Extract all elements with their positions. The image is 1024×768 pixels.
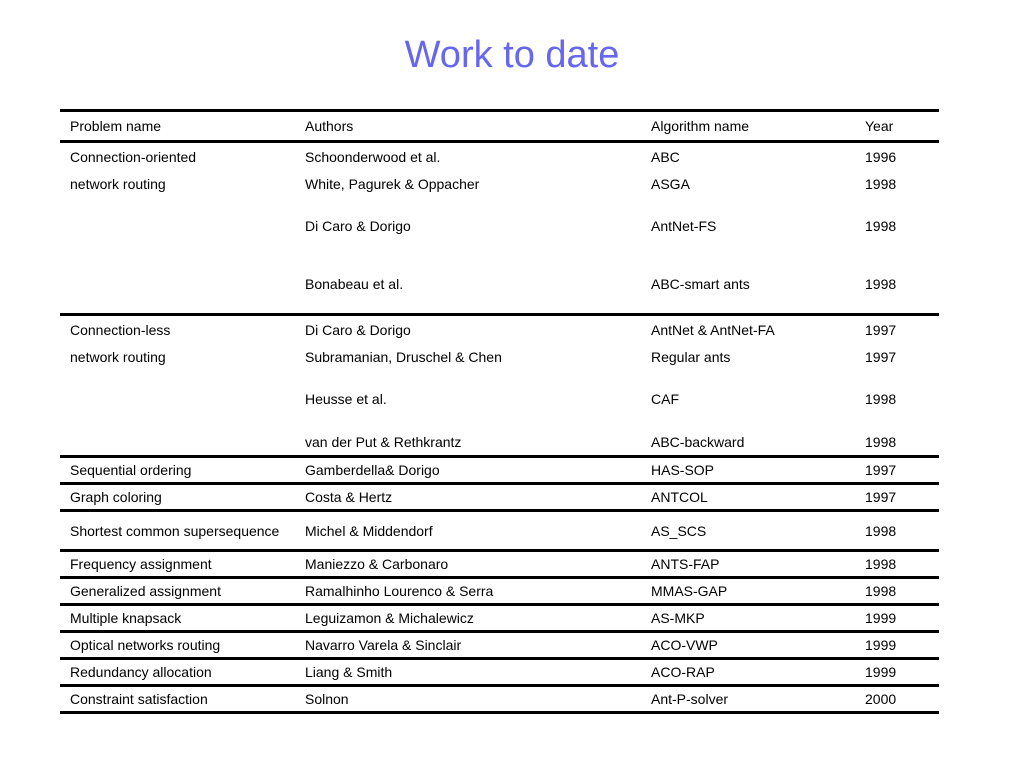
table-header-row xyxy=(60,112,939,140)
problem-name-cell: Connection-less xyxy=(70,321,171,338)
authors-cell: Leguizamon & Michalewicz xyxy=(305,610,474,626)
problem-name-cell: Frequency assignment xyxy=(70,556,212,572)
work-table xyxy=(60,109,939,714)
algorithm-cell: ACO-RAP xyxy=(651,664,715,680)
table-row xyxy=(60,603,939,630)
year-cell: 1998 xyxy=(865,433,897,450)
year-cell: 1998 xyxy=(865,391,897,407)
year-cell: 1997 xyxy=(865,348,897,365)
authors-cell: Maniezzo & Carbonaro xyxy=(305,556,449,572)
header-authors: Authors xyxy=(305,118,354,134)
algorithm-cell: AS-MKP xyxy=(651,610,705,626)
year-cell: 1999 xyxy=(865,664,897,680)
table-row xyxy=(60,370,939,428)
algorithm-cell: HAS-SOP xyxy=(651,462,715,478)
table-row xyxy=(60,455,939,482)
problem-name-cell: Shortest common supersequence xyxy=(70,522,280,539)
algorithm-cell: ASGA xyxy=(651,175,690,192)
problem-name-cell: Redundancy allocation xyxy=(70,664,212,680)
header-algorithm-name: Algorithm name xyxy=(651,118,750,134)
table-row xyxy=(60,482,939,509)
authors-cell: Bonabeau et al. xyxy=(305,276,404,292)
problem-name-cell: Generalized assignment xyxy=(70,583,221,599)
year-cell: 1996 xyxy=(865,148,897,165)
algorithm-cell: ABC xyxy=(651,148,680,165)
table-row xyxy=(60,549,939,576)
year-cell: 1997 xyxy=(865,321,897,338)
authors-cell: Subramanian, Druschel & Chen xyxy=(305,348,502,365)
authors-cell: Di Caro & Dorigo xyxy=(305,321,411,338)
authors-cell: Navarro Varela & Sinclair xyxy=(305,637,462,653)
algorithm-cell: Ant-P-solver xyxy=(651,691,729,707)
year-cell: 1998 xyxy=(865,556,897,572)
year-cell: 2000 xyxy=(865,691,897,707)
table-row xyxy=(60,197,939,255)
table-row xyxy=(60,576,939,603)
table-row xyxy=(60,313,939,343)
table-row xyxy=(60,684,939,711)
table-row xyxy=(60,140,939,170)
year-cell: 1998 xyxy=(865,175,897,192)
year-cell: 1998 xyxy=(865,583,897,599)
algorithm-cell: ACO-VWP xyxy=(651,637,718,653)
algorithm-cell: AntNet-FS xyxy=(651,218,717,234)
authors-cell: Gamberdella& Dorigo xyxy=(305,462,440,478)
table-row xyxy=(60,255,939,313)
algorithm-cell: CAF xyxy=(651,391,679,407)
algorithm-cell: MMAS-GAP xyxy=(651,583,728,599)
algorithm-cell: ABC-smart ants xyxy=(651,276,750,292)
table-row xyxy=(60,343,939,370)
authors-cell: van der Put & Rethkrantz xyxy=(305,433,462,450)
problem-name-cell: network routing xyxy=(70,175,166,192)
year-cell: 1998 xyxy=(865,276,897,292)
problem-name-cell: Graph coloring xyxy=(70,489,162,505)
year-cell: 1997 xyxy=(865,489,897,505)
authors-cell: White, Pagurek & Oppacher xyxy=(305,175,480,192)
year-cell: 1997 xyxy=(865,462,897,478)
algorithm-cell: ANTCOL xyxy=(651,489,708,505)
algorithm-cell: ANTS-FAP xyxy=(651,556,720,572)
table-row xyxy=(60,509,939,549)
algorithm-cell: AntNet & AntNet-FA xyxy=(651,321,775,338)
algorithm-cell: Regular ants xyxy=(651,348,731,365)
authors-cell: Heusse et al. xyxy=(305,391,387,407)
authors-cell: Solnon xyxy=(305,691,349,707)
algorithm-cell: ABC-backward xyxy=(651,433,745,450)
table-row xyxy=(60,657,939,684)
authors-cell: Liang & Smith xyxy=(305,664,393,680)
header-problem-name: Problem name xyxy=(70,118,162,134)
slide-title: Work to date xyxy=(404,34,620,76)
year-cell: 1998 xyxy=(865,218,897,234)
table-row xyxy=(60,170,939,197)
authors-cell: Costa & Hertz xyxy=(305,489,393,505)
authors-cell: Michel & Middendorf xyxy=(305,522,433,539)
problem-name-cell: Multiple knapsack xyxy=(70,610,182,626)
problem-name-cell: Optical networks routing xyxy=(70,637,221,653)
table-row xyxy=(60,428,939,455)
table-row xyxy=(60,630,939,657)
authors-cell: Schoonderwood et al. xyxy=(305,148,441,165)
problem-name-cell: network routing xyxy=(70,348,166,365)
problem-name-cell: Sequential ordering xyxy=(70,462,192,478)
year-cell: 1999 xyxy=(865,637,897,653)
problem-name-cell: Connection-oriented xyxy=(70,148,197,165)
year-cell: 1999 xyxy=(865,610,897,626)
problem-name-cell: Constraint satisfaction xyxy=(70,691,208,707)
algorithm-cell: AS_SCS xyxy=(651,522,707,539)
header-year: Year xyxy=(865,118,894,134)
authors-cell: Ramalhinho Lourenco & Serra xyxy=(305,583,494,599)
authors-cell: Di Caro & Dorigo xyxy=(305,218,411,234)
year-cell: 1998 xyxy=(865,522,897,539)
